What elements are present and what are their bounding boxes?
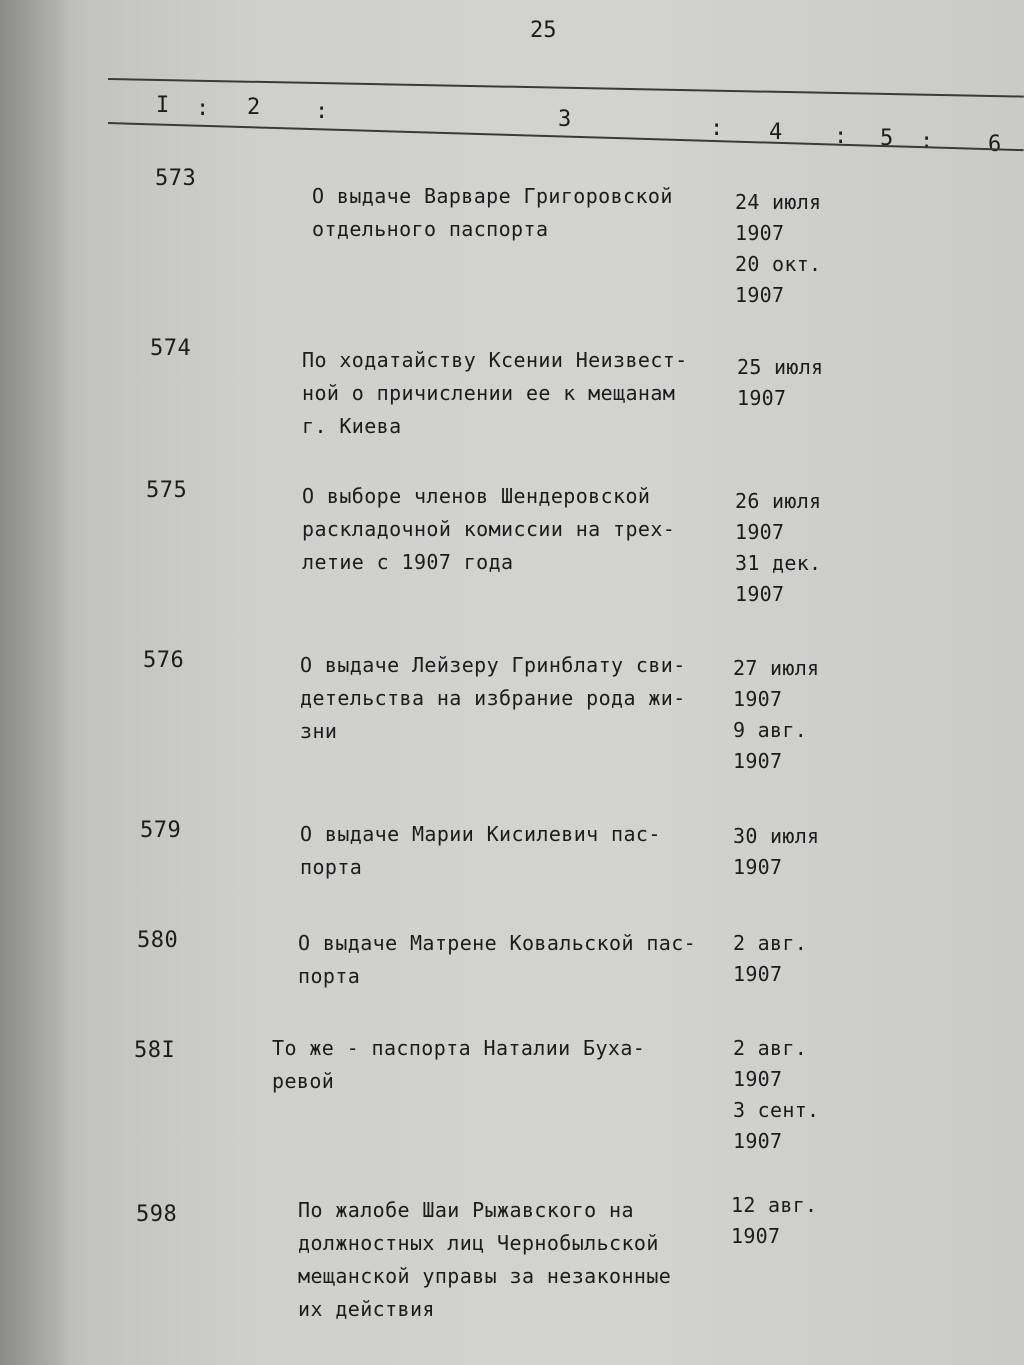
entry-date-line: 26 июля bbox=[735, 489, 822, 513]
entry-title-line: г. Киева bbox=[302, 414, 402, 438]
entry-date-line: 1907 bbox=[735, 582, 785, 606]
column-separator: : bbox=[315, 99, 329, 124]
entry-title-line: должностных лиц Чернобыльской bbox=[298, 1231, 659, 1255]
entry-date-line: 2 авг. bbox=[733, 1036, 808, 1060]
column-header-5: 5 bbox=[880, 126, 894, 151]
entry-date-line: 30 июля bbox=[733, 824, 820, 848]
entry-date-line: 1907 bbox=[733, 687, 783, 711]
entry-date-line: 1907 bbox=[735, 520, 785, 544]
entry-title bbox=[272, 1032, 645, 1098]
entry-title-line: летие с 1907 года bbox=[302, 550, 514, 574]
entry-title-line: О выдаче Матрене Ковальской пас- bbox=[298, 931, 697, 955]
entry-dates bbox=[731, 1190, 817, 1252]
entry-dates bbox=[733, 928, 807, 990]
column-header-6: 6 bbox=[988, 132, 1002, 157]
entry-date-line: 24 июля bbox=[735, 190, 822, 214]
column-separator: : bbox=[710, 116, 724, 141]
entry-title-line: По ходатайству Ксении Неизвест- bbox=[302, 348, 688, 372]
entry-title-line: детельства на избрание рода жи- bbox=[300, 686, 686, 710]
entry-title-line: ревой bbox=[272, 1069, 335, 1093]
column-header-1: I bbox=[156, 93, 170, 118]
column-separator: : bbox=[920, 129, 934, 154]
column-separator: : bbox=[834, 124, 848, 149]
column-separator: : bbox=[196, 96, 210, 121]
entry-date-line: 27 июля bbox=[733, 656, 820, 680]
entry-number: 579 bbox=[140, 818, 182, 843]
entry-number: 580 bbox=[137, 928, 179, 953]
entry-title-line: порта bbox=[300, 855, 363, 879]
entry-number: 573 bbox=[155, 166, 197, 191]
entry-title bbox=[312, 180, 673, 246]
entry-dates bbox=[735, 187, 821, 311]
entry-title bbox=[302, 344, 688, 443]
entry-title bbox=[302, 480, 675, 579]
entry-date-line: 1907 bbox=[733, 855, 783, 879]
entry-title bbox=[298, 1194, 671, 1326]
entry-title bbox=[300, 649, 686, 748]
entry-dates bbox=[733, 1033, 819, 1157]
entry-date-line: 1907 bbox=[733, 749, 783, 773]
page-number: 25 bbox=[530, 18, 557, 43]
entry-title-line: О выдаче Марии Кисилевич пас- bbox=[300, 822, 661, 846]
entry-date-line: 1907 bbox=[733, 1129, 783, 1153]
entry-number: 574 bbox=[150, 336, 192, 361]
entry-dates bbox=[733, 653, 819, 777]
entry-title-line: отдельного паспорта bbox=[312, 217, 549, 241]
entry-title-line: По жалобе Шаи Рыжавского на bbox=[298, 1198, 634, 1222]
entry-title-line: раскладочной комиссии на трех- bbox=[302, 517, 676, 541]
entry-title-line: ной о причислении ее к мещанам bbox=[302, 381, 676, 405]
entry-date-line: 31 дек. bbox=[735, 551, 822, 575]
entry-date-line: 1907 bbox=[737, 386, 787, 410]
entry-title-line: мещанской управы за незаконные bbox=[298, 1264, 672, 1288]
entry-date-line: 12 авг. bbox=[731, 1193, 818, 1217]
entry-dates bbox=[735, 486, 821, 610]
entry-title bbox=[300, 818, 661, 884]
entry-title-line: О выдаче Лейзеру Гринблату сви- bbox=[300, 653, 686, 677]
entry-date-line: 1907 bbox=[735, 283, 785, 307]
entry-date-line: 25 июля bbox=[737, 355, 824, 379]
entry-date-line: 1907 bbox=[733, 1067, 783, 1091]
entry-title-line: О выборе членов Шендеровской bbox=[302, 484, 651, 508]
entry-dates bbox=[733, 821, 819, 883]
column-header-3: 3 bbox=[558, 107, 572, 132]
entry-title-line: порта bbox=[298, 964, 361, 988]
entry-number: 575 bbox=[146, 478, 188, 503]
entry-date-line: 9 авг. bbox=[733, 718, 808, 742]
entry-date-line: 3 сент. bbox=[733, 1098, 820, 1122]
column-header-4: 4 bbox=[769, 120, 783, 145]
entry-date-line: 1907 bbox=[731, 1224, 781, 1248]
entry-number: 598 bbox=[136, 1202, 178, 1227]
entry-number: 576 bbox=[143, 648, 185, 673]
top-rule bbox=[108, 78, 1024, 98]
entry-title bbox=[298, 927, 696, 993]
entry-date-line: 1907 bbox=[733, 962, 783, 986]
entry-title-line: зни bbox=[300, 719, 338, 743]
entry-title-line: их действия bbox=[298, 1297, 435, 1321]
entry-date-line: 1907 bbox=[735, 221, 785, 245]
entry-title-line: То же - паспорта Наталии Буха- bbox=[272, 1036, 646, 1060]
entry-number: 58I bbox=[134, 1038, 176, 1063]
column-header-2: 2 bbox=[247, 95, 261, 120]
page-binding-shadow bbox=[0, 0, 70, 1365]
entry-date-line: 20 окт. bbox=[735, 252, 822, 276]
entry-dates bbox=[737, 352, 823, 414]
entry-title-line: О выдаче Варваре Григоровской bbox=[312, 184, 673, 208]
entry-date-line: 2 авг. bbox=[733, 931, 808, 955]
